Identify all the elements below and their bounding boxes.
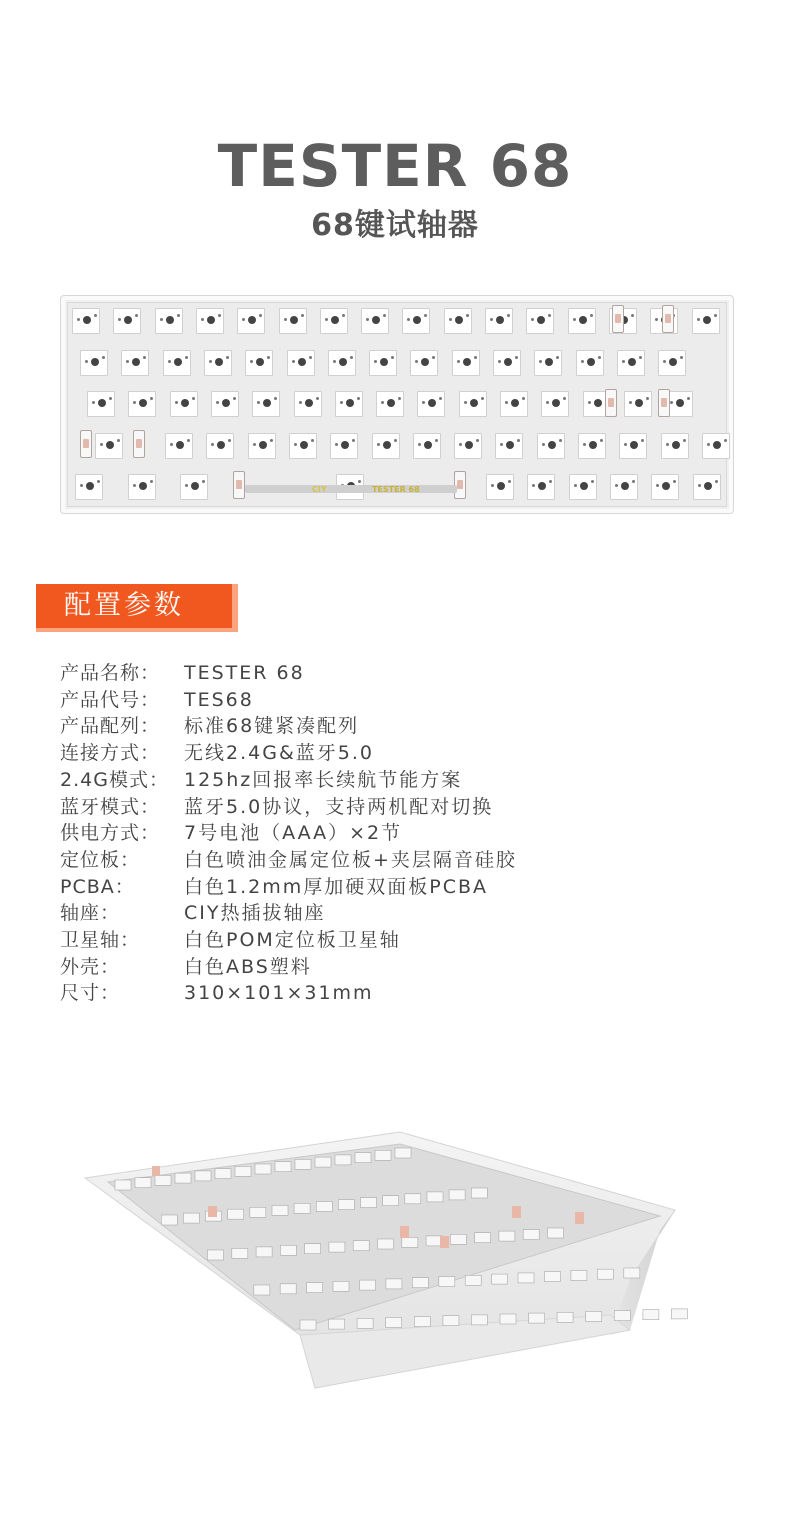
spec-label: 连接方式： [60,742,161,765]
render-key-socket [208,1250,224,1260]
spec-label: 产品名称： [60,662,161,684]
switch-socket [128,391,156,417]
render-key-socket [378,1239,394,1249]
spec-value: 125hz回报率长续航节能方案 [184,768,463,791]
render-key-socket [333,1281,349,1291]
render-key-socket [155,1175,171,1185]
switch-socket [661,433,689,459]
render-key-socket [471,1188,487,1198]
switch-socket [165,433,193,459]
switch-socket [87,391,115,417]
render-stab [208,1206,217,1217]
stabilizer [612,305,624,333]
spec-value: 标准68键紧凑配列 [184,715,360,738]
switch-socket [361,308,389,334]
keyboard-3d-render [70,1130,690,1390]
render-key-socket [315,1157,331,1167]
switch-socket [526,308,554,334]
render-key-socket [586,1311,602,1321]
switch-socket [527,474,555,500]
spec-row [60,927,517,954]
spacebar-stabilizer-bar [245,485,457,493]
switch-socket [495,433,523,459]
render-key-socket [402,1237,418,1247]
switch-socket [121,350,149,376]
spec-value: 白色POM定位板卫星轴 [184,929,401,952]
spec-label: 2.4G模式： [60,768,169,791]
render-key-socket [500,1314,516,1324]
spec-row [60,740,517,767]
render-key-socket [395,1148,411,1158]
render-key-socket [135,1178,151,1188]
render-key-socket [353,1241,369,1251]
render-key-socket [115,1180,131,1190]
switch-socket [248,433,276,459]
render-stab [512,1206,521,1218]
render-key-socket [529,1313,545,1323]
render-key-socket [357,1318,373,1328]
render-key-socket [215,1169,231,1179]
spec-value: 7号电池（AAA）×2节 [184,822,403,845]
switch-socket [651,474,679,500]
render-key-socket [548,1228,564,1238]
stabilizer [233,471,245,499]
switch-socket [128,474,156,500]
render-key-socket [335,1155,351,1165]
switch-socket [72,308,100,334]
spec-value: 无线2.4G&蓝牙5.0 [184,742,374,765]
render-key-socket [571,1270,587,1280]
switch-socket [569,474,597,500]
render-key-socket [597,1269,613,1279]
render-key-socket [305,1244,321,1254]
render-key-socket [443,1316,459,1326]
render-key-socket [355,1153,371,1163]
spec-label: 卫星轴： [60,929,141,952]
switch-socket [658,350,686,376]
switch-socket [245,350,273,376]
spec-label: 尺寸： [60,982,121,1005]
render-key-socket [386,1279,402,1289]
render-key-socket [439,1277,455,1287]
spec-row [60,767,517,794]
spec-value: 白色喷油金属定位板+夹层隔音硅胶 [184,848,517,871]
stabilizer [658,389,670,417]
switch-socket [320,308,348,334]
render-key-socket [272,1205,288,1215]
switch-socket [252,391,280,417]
switch-socket [80,350,108,376]
switch-socket [180,474,208,500]
switch-socket [576,350,604,376]
render-key-socket [183,1213,199,1223]
spec-value: 白色1.2mm厚加硬双面板PCBA [184,875,488,898]
spec-label: 定位板： [60,848,141,871]
switch-socket [289,433,317,459]
switch-socket [459,391,487,417]
spec-label: 产品配列： [60,715,161,738]
render-key-socket [256,1247,272,1257]
render-key-socket [195,1171,211,1181]
switch-socket [617,350,645,376]
render-key-socket [329,1319,345,1329]
switch-socket [113,308,141,334]
spec-row [60,900,517,927]
stabilizer [133,430,145,458]
spec-row [60,954,517,981]
render-key-socket [492,1274,508,1284]
switch-socket [500,391,528,417]
spec-value: CIY热插拔轴座 [184,902,326,925]
switch-socket [417,391,445,417]
switch-socket [335,391,363,417]
switch-socket [206,433,234,459]
render-key-socket [232,1248,248,1258]
switch-socket [537,433,565,459]
switch-socket [452,350,480,376]
render-key-socket [475,1233,491,1243]
render-key-socket [275,1162,291,1172]
render-key-socket [307,1283,323,1293]
render-stab [400,1226,409,1238]
spec-label: 产品代号： [60,688,161,711]
section-header-specs: 配置参数 [36,584,238,632]
switch-socket [372,433,400,459]
render-key-socket [280,1245,296,1255]
render-key-socket [250,1207,266,1217]
product-subtitle: 68键试轴器 [311,208,479,243]
render-key-socket [300,1320,316,1330]
render-key-socket [414,1317,430,1327]
spec-label: 外壳： [60,955,121,978]
switch-socket [568,308,596,334]
switch-socket [328,350,356,376]
switch-socket [619,433,647,459]
switch-socket [163,350,191,376]
render-key-socket [280,1284,296,1294]
plate-logo: CIY [312,485,327,494]
spec-value: 310×101×31mm [184,982,374,1005]
render-key-socket [254,1285,270,1295]
render-key-socket [386,1317,402,1327]
render-stab [152,1166,160,1176]
switch-socket [541,391,569,417]
render-key-socket [361,1198,377,1208]
switch-socket [211,391,239,417]
stabilizer [605,389,617,417]
render-key-socket [316,1202,332,1212]
switch-socket [294,391,322,417]
render-key-socket [614,1311,630,1321]
render-key-socket [518,1273,534,1283]
render-key-socket [643,1310,659,1320]
switch-socket [702,433,730,459]
render-key-socket [255,1164,271,1174]
spec-row [60,794,517,821]
render-key-socket [235,1166,251,1176]
switch-socket [237,308,265,334]
switch-socket [279,308,307,334]
spec-row [60,847,517,874]
switch-socket [196,308,224,334]
spec-row [60,820,517,847]
render-key-socket [499,1231,515,1241]
spec-value: TES68 [184,688,254,711]
render-key-socket [338,1200,354,1210]
spec-row [60,980,517,1007]
switch-socket [170,391,198,417]
spec-list [60,660,517,1007]
switch-socket [610,474,638,500]
render-key-socket [412,1278,428,1288]
switch-socket [413,433,441,459]
render-key-socket [465,1275,481,1285]
switch-socket [330,433,358,459]
switch-socket [578,433,606,459]
switch-socket [155,308,183,334]
switch-socket [287,350,315,376]
spec-row [60,874,517,901]
switch-socket [402,308,430,334]
switch-socket [95,433,123,459]
render-key-socket [161,1215,177,1225]
stabilizer [80,430,92,458]
spec-value: TESTER 68 [184,662,305,684]
switch-socket [486,474,514,500]
render-key-socket [175,1173,191,1183]
spec-label: 供电方式： [60,822,161,845]
spec-label: 蓝牙模式： [60,795,161,818]
render-key-socket [427,1192,443,1202]
render-stab [440,1236,449,1248]
render-stab [575,1212,584,1224]
render-key-socket [450,1234,466,1244]
render-key-socket [228,1209,244,1219]
spec-row [60,687,517,714]
switch-socket [204,350,232,376]
spec-label: 轴座： [60,902,121,925]
render-key-socket [383,1196,399,1206]
render-key-socket [545,1272,561,1282]
plate-model-label: TESTER 68 [372,485,420,494]
switch-socket [693,474,721,500]
switch-socket [410,350,438,376]
product-title: TESTER 68 [217,132,573,200]
switch-socket [692,308,720,334]
render-key-socket [360,1280,376,1290]
render-key-socket [671,1309,687,1319]
render-key-socket [557,1312,573,1322]
render-key-socket [405,1194,421,1204]
switch-socket [493,350,521,376]
render-key-socket [624,1268,640,1278]
stabilizer [662,305,674,333]
switch-socket [444,308,472,334]
spec-value: 蓝牙5.0协议，支持两机配对切换 [184,795,494,818]
switch-socket [369,350,397,376]
render-key-socket [449,1190,465,1200]
switch-socket [534,350,562,376]
spec-label: PCBA： [60,875,135,898]
spec-row [60,713,517,740]
render-key-socket [426,1236,442,1246]
render-key-socket [375,1150,391,1160]
render-key-socket [523,1230,539,1240]
switch-socket [75,474,103,500]
switch-socket [485,308,513,334]
render-key-socket [471,1315,487,1325]
spec-value: 白色ABS塑料 [184,955,312,978]
render-key-socket [329,1242,345,1252]
switch-socket [624,391,652,417]
render-key-socket [295,1159,311,1169]
spec-row [60,660,517,687]
switch-socket [454,433,482,459]
render-key-socket [294,1203,310,1213]
switch-socket [376,391,404,417]
